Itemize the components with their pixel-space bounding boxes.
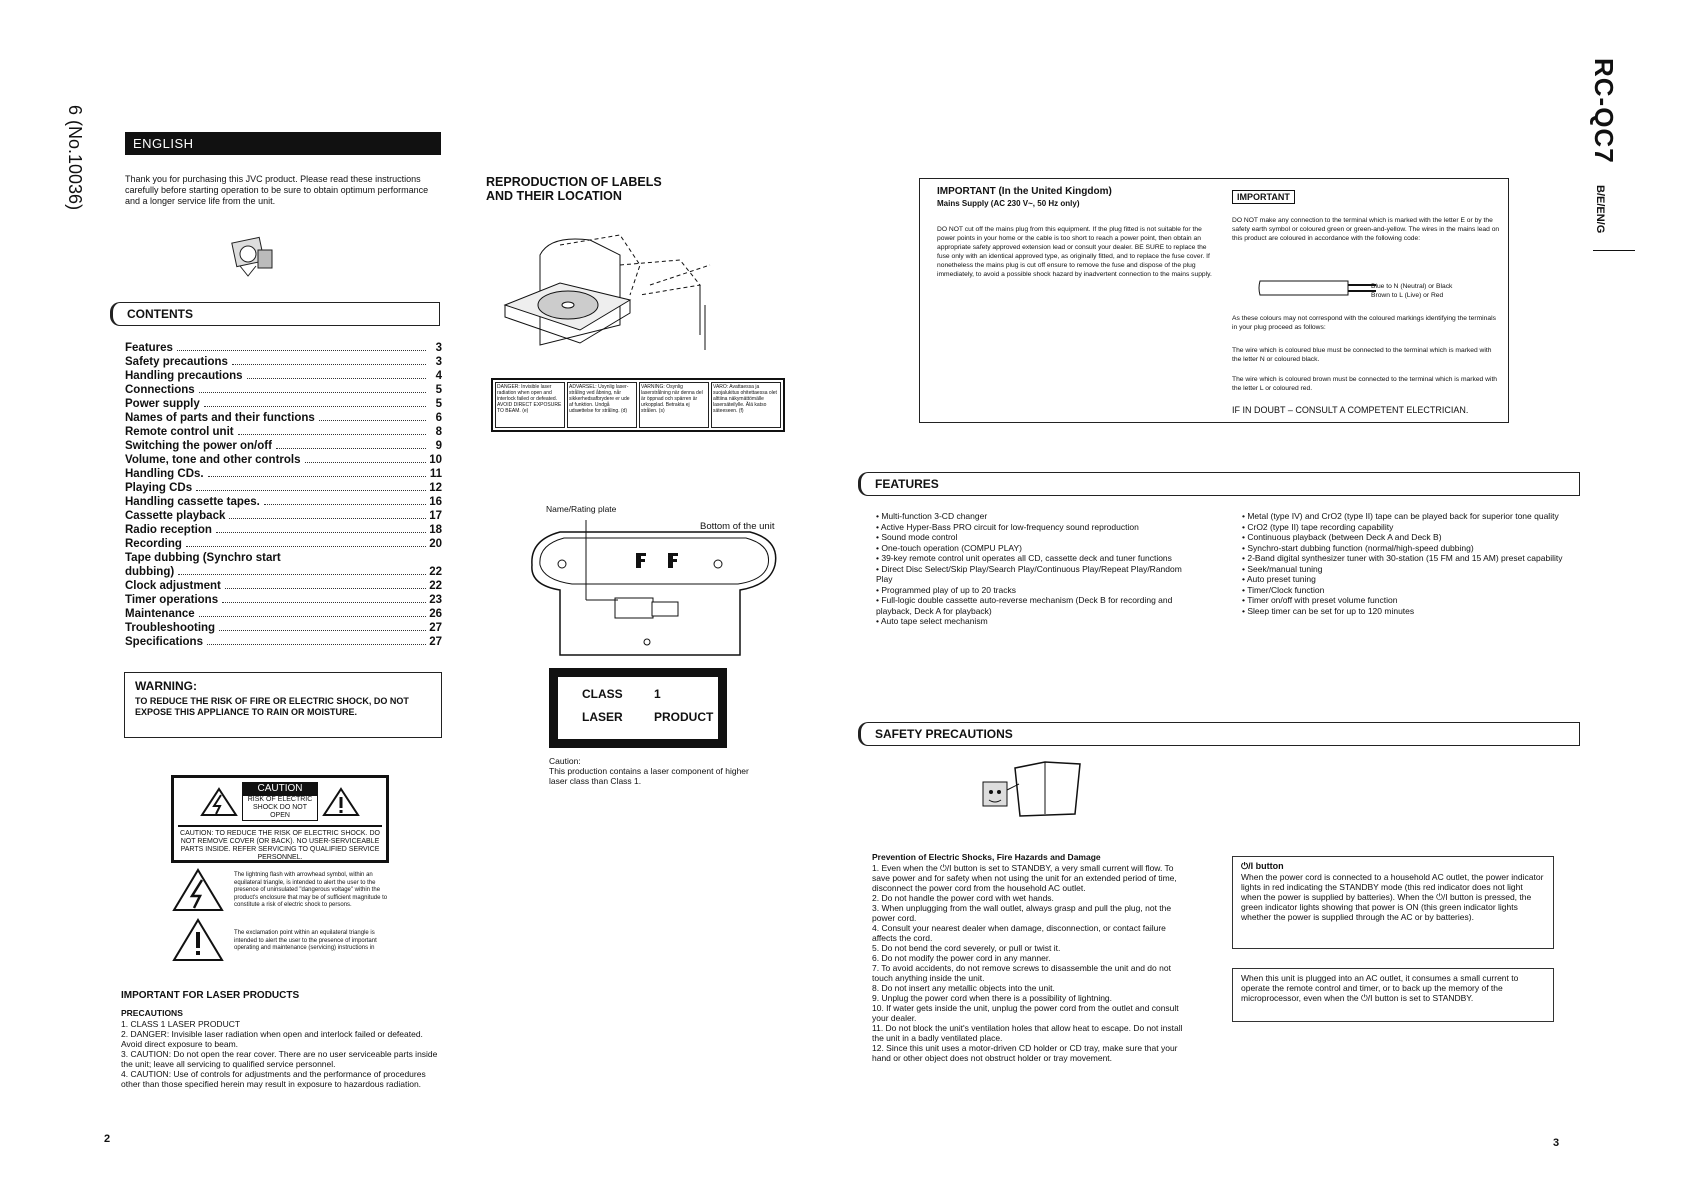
feature-item: • Synchro-start dubbing function (normal/high-speed dubbing) (1242, 543, 1577, 554)
toc-item (125, 621, 442, 635)
power-button-title: ⏻/I button (1241, 861, 1284, 871)
warning-title: WARNING: (135, 679, 197, 693)
feature-item: • Sound mode control (876, 532, 1196, 543)
toc-page-number: 9 (435, 440, 442, 452)
safety-item: 11. Do not block the unit's ventilation holes that allow heat to escape. Do not install the unit in a badly ventilated place. (872, 1023, 1183, 1043)
caution-label-text: CAUTION: TO REDUCE THE RISK OF ELECTRIC SHOCK. DO NOT REMOVE COVER (OR BACK). NO USER-SERVICEABLE PARTS INSIDE. REFER SERVICING TO QUALIFIED SERVICE PERSONNEL. (178, 825, 382, 862)
toc-leader (208, 467, 426, 477)
toc-leader (199, 607, 426, 617)
toc-leader (199, 383, 426, 393)
toc-leader (319, 411, 426, 421)
toc-page-number: 8 (435, 426, 442, 438)
toc-item-title: Recording (125, 538, 182, 550)
toc-item-title: Cassette playback (125, 510, 226, 522)
safety-item: 8. Do not insert any metallic objects into the unit. (872, 983, 1055, 993)
toc-leader (186, 537, 426, 547)
toc-page-number: 6 (435, 412, 442, 424)
toc-item-title: Playing CDs (125, 482, 193, 494)
model-underline (1593, 250, 1635, 251)
warning-box (124, 672, 442, 738)
feature-item: • Multi-function 3-CD changer (876, 511, 1196, 522)
label-cell-english: DANGER: Invisible laser radiation when open and interlock failed or defeated. AVOID DIRECT EXPOSURE TO BEAM. (e) (495, 382, 565, 428)
features-list-left (876, 511, 1196, 627)
toc-item (125, 411, 442, 425)
wire-brown: Brown to L (Live) or Red (1371, 292, 1444, 299)
name-plate-label: Name/Rating plate (546, 504, 617, 514)
toc-item (125, 509, 442, 523)
product-word: PRODUCT (654, 710, 714, 724)
safety-item: 7. To avoid accidents, do not remove screws to disassemble the unit and do not touch anything inside the unit. (872, 963, 1171, 983)
toc-item-title: Remote control unit (125, 426, 234, 438)
language-bar: ENGLISH (125, 132, 441, 155)
repro-labels-strip (491, 378, 785, 432)
feature-item: • 2-Band digital synthesizer tuner with 30-station (15 FM and 15 AM) preset capability (1242, 553, 1577, 564)
bottom-of-unit-label: Bottom of the unit (700, 521, 775, 532)
safety-item: 3. When unplugging from the wall outlet, always grasp and pull the plug, not the power cord. (872, 903, 1172, 923)
toc-item (125, 439, 442, 453)
model-variant: B/E/EN/G (1594, 185, 1606, 234)
caution-label (171, 775, 389, 863)
toc-leader (264, 495, 426, 505)
unit-bottom-illustration (530, 520, 780, 660)
toc-item (125, 537, 442, 551)
toc-item-title: Features (125, 342, 173, 354)
toc-page-number: 20 (429, 538, 442, 550)
toc-item (125, 579, 442, 593)
features-list-right (1242, 511, 1577, 616)
feature-item: • One-touch operation (COMPU PLAY) (876, 543, 1196, 554)
uk-right-text-2: As these colours may not correspond with the coloured markings identifying the terminals in your plug proceed as follows: (1232, 315, 1496, 331)
feature-item: • Timer on/off with preset volume function (1242, 595, 1577, 606)
class-caution-title: Caution: (549, 756, 581, 766)
label-cell-danish: ADVARSEL: Usynlig laser-stråling ved åbning, når sikkerhedsafbrydere er ude af funktion. Undgå udsættelse for stråling. (d) (567, 382, 637, 428)
toc-page-number: 16 (429, 496, 442, 508)
toc-item (125, 383, 442, 397)
uk-right-text-1: DO NOT make any connection to the terminal which is marked with the letter E or by the safety earth symbol or coloured green or green-and-yellow. The wires in the mains lead on this product are coloured in accordance with the following code: (1232, 217, 1500, 242)
toc-page-number: 22 (429, 580, 442, 592)
feature-item: • Full-logic double cassette auto-reverse mechanism (Deck B for recording and playback, Deck A for playback) (876, 595, 1196, 616)
warning-text: TO REDUCE THE RISK OF FIRE OR ELECTRIC SHOCK, DO NOT EXPOSE THIS APPLIANCE TO RAIN OR MOISTURE. (135, 696, 409, 717)
lightning-warning-icon (200, 787, 238, 817)
toc-leader (247, 369, 426, 379)
toc-item-title: Handling cassette tapes. (125, 496, 260, 508)
toc-item-title: Maintenance (125, 608, 195, 620)
feature-item: • Metal (type IV) and CrO2 (type II) tape can be played back for superior tone quality (1242, 511, 1577, 522)
repro-title: REPRODUCTION OF LABELS AND THEIR LOCATION (486, 175, 662, 203)
uk-title: IMPORTANT (In the United Kingdom) (937, 186, 1112, 197)
feature-item: • Timer/Clock function (1242, 585, 1577, 596)
toc-page-number: 23 (429, 594, 442, 606)
toc-item-title: Radio reception (125, 524, 212, 536)
uk-doubt: IF IN DOUBT – CONSULT A COMPETENT ELECTRICIAN. (1232, 405, 1469, 415)
toc-page-number: 3 (435, 356, 442, 368)
toc-item (125, 341, 442, 355)
class-caution-text: This production contains a laser component of higher laser class than Class 1. (549, 766, 749, 786)
toc-page-number: 26 (429, 608, 442, 620)
toc-item-title: Volume, tone and other controls (125, 454, 301, 466)
feature-item: • Continuous playback (between Deck A and Deck B) (1242, 532, 1577, 543)
class-word: CLASS (582, 687, 623, 701)
toc-page-number: 10 (429, 454, 442, 466)
toc-leader (238, 425, 426, 435)
toc-item (125, 523, 442, 537)
toc-leader (222, 593, 426, 603)
toc-leader (225, 579, 426, 589)
feature-item: • Programmed play of up to 20 tracks (876, 585, 1196, 596)
caution-label-title: CAUTION (242, 782, 318, 795)
feature-item: • Sleep timer can be set for up to 120 minutes (1242, 606, 1577, 617)
toc-item-title: Names of parts and their functions (125, 412, 315, 424)
uk-left-text: DO NOT cut off the mains plug from this equipment. If the plug fitted is not suitable for the power points in your home or the cable is too short to reach a power point, then obtain an appropriate safety approved extension lead or consult your dealer. BE SURE to replace the fuse only with an identical approved type, as originally fitted, and to replace the fuse cover. If nonetheless the mains plug is cut off ensure to remove the fuse and dispose of the plug immediately, to avoid a possible shock hazard by inadvertent connection to the mains supply. (937, 226, 1212, 278)
laser-title: IMPORTANT FOR LASER PRODUCTS (121, 990, 300, 1001)
feature-item: • CrO2 (type II) tape recording capability (1242, 522, 1577, 533)
safety-item: 2. Do not handle the power cord with wet hands. (872, 893, 1054, 903)
toc-leader (219, 621, 426, 631)
safety-item: 5. Do not bend the cord severely, or pull or twist it. (872, 943, 1061, 953)
toc-item-title: Safety precautions (125, 356, 228, 368)
feature-item: • Auto preset tuning (1242, 574, 1577, 585)
safety-header: SAFETY PRECAUTIONS (858, 722, 1580, 746)
caution-label-sub: RISK OF ELECTRIC SHOCK DO NOT OPEN (242, 795, 318, 821)
feature-item: • 39-key remote control unit operates all CD, cassette deck and tuner functions (876, 553, 1196, 564)
toc-item (125, 495, 442, 509)
uk-right-text-3: The wire which is coloured blue must be connected to the terminal which is marked with the letter N or coloured black. (1232, 347, 1492, 363)
toc-item (125, 425, 442, 439)
lightning-symbol-note: The lightning flash with arrowhead symbol, within an equilateral triangle, is intended to alert the user to the presence of uninsulated "dangerous voltage" within the product's enclosure that may be of sufficient magnitude to constitute a risk of electric shock to persons. (234, 872, 388, 908)
contents-header: CONTENTS (110, 302, 440, 326)
exclamation-symbol-icon (172, 918, 224, 962)
toc-page-number: 11 (429, 468, 442, 480)
uk-right-text-4: The wire which is coloured brown must be connected to the terminal which is marked with the letter L or coloured red. (1232, 376, 1498, 392)
toc-leader (229, 509, 426, 519)
toc-item (125, 369, 442, 383)
toc-item (125, 607, 442, 621)
toc-item-title: Troubleshooting (125, 622, 216, 634)
mains-lead-icon (1258, 277, 1378, 299)
uk-subtitle: Mains Supply (AC 230 V~, 50 Hz only) (937, 199, 1080, 208)
label-cell-finnish: VARO: Avattaessa ja suojalukitus ohitettaessa olet alttiina näkymättömälle lasersäteilylle. Älä katso säteeseen. (f) (711, 382, 781, 428)
toc-item (125, 551, 442, 565)
toc-leader (204, 397, 426, 407)
safety-list (872, 863, 1192, 1063)
toc-page-number: 22 (429, 566, 442, 578)
toc-item (125, 453, 442, 467)
toc-page-number: 17 (429, 510, 442, 522)
toc-item (125, 481, 442, 495)
exclamation-warning-icon (322, 787, 360, 817)
class-number: 1 (654, 687, 661, 701)
safety-item: 12. Since this unit uses a motor-driven CD holder or CD tray, make sure that your hand or other object does not obstruct holder or tray movement. (872, 1043, 1178, 1063)
laser-word: LASER (582, 710, 623, 724)
toc-item-title: Connections (125, 384, 195, 396)
uk-important-box (919, 178, 1509, 423)
toc-item-title: Switching the power on/off (125, 440, 272, 452)
toc-item-title: Handling precautions (125, 370, 243, 382)
intro-paragraph: Thank you for purchasing this JVC product. Please read these instructions carefully before starting operation to be sure to obtain optimum performance and a longer service life from the unit. (125, 174, 429, 206)
feature-item: • Seek/manual tuning (1242, 564, 1577, 575)
toc-page-number: 12 (429, 482, 442, 494)
toc-page-number: 4 (435, 370, 442, 382)
page-number-right: 3 (1553, 1137, 1560, 1149)
feature-item: • Active Hyper-Bass PRO circuit for low-frequency sound reproduction (876, 522, 1196, 533)
toc-page-number: 3 (435, 342, 442, 354)
prevention-title: Prevention of Electric Shocks, Fire Hazards and Damage (872, 852, 1101, 862)
laser-item: 2. DANGER: Invisible laser radiation when open and interlock failed or defeated. Avoid direct exposure to beam. (121, 1029, 423, 1049)
safety-item: 4. Consult your nearest dealer when damage, disconnection, or contact failure affects the cord. (872, 923, 1166, 943)
manual-book-illustration (975, 760, 1085, 820)
power-button-note-box (1232, 856, 1554, 949)
toc-item (125, 397, 442, 411)
page-number-left: 2 (104, 1133, 111, 1145)
power-button-text: When the power cord is connected to a household AC outlet, the power indicator lights in red indicating the STANDBY mode (this red indicator does not light when the power is supplied by batteries). When the ⏻/I button is pressed, the green indicator lights showing that power is ON (this green indicator lights whether the power is supplied through the AC or by batteries). (1241, 872, 1544, 922)
laser-item: 4. CAUTION: Use of controls for adjustments and the performance of procedures other than those specified herein may result in exposure to hazardous radiation. (121, 1069, 426, 1089)
memory-text: When this unit is plugged into an AC outlet, it consumes a small current to operate the remote control and timer, or to back up the memory of the microprocessor, even when the ⏻/I button is set to STANDBY. (1241, 973, 1519, 1003)
features-header: FEATURES (858, 472, 1580, 496)
feature-item: • Direct Disc Select/Skip Play/Search Play/Continuous Play/Repeat Play/Random Play (876, 564, 1196, 585)
toc-item-title: Timer operations (125, 594, 219, 606)
safety-item: 10. If water gets inside the unit, unplug the power cord from the outlet and consult your dealer. (872, 1003, 1179, 1023)
handbook-illustration (228, 232, 278, 278)
toc-item-title: Handling CDs. (125, 468, 204, 480)
uk-important-tag: IMPORTANT (1232, 190, 1295, 204)
toc-leader (216, 523, 426, 533)
toc-leader (276, 439, 426, 449)
toc-item (125, 355, 442, 369)
label-cell-swedish: VARNING: Osynlig laserstrålning när denna del är öppnad och spärren är urkopplad. Betrakta ej strålen. (s) (639, 382, 709, 428)
left-edge-page-ref: 6 (No.10036) (65, 105, 85, 211)
safety-item: 9. Unplug the power cord when there is a possibility of lightning. (872, 993, 1113, 1003)
model-number: RC-QC7 (1589, 58, 1619, 164)
memory-note-box (1232, 968, 1554, 1022)
toc-page-number: 18 (429, 524, 442, 536)
toc-item-title: Specifications (125, 636, 203, 648)
toc-item-title: dubbing) (125, 566, 175, 578)
laser-precautions-title: PRECAUTIONS (121, 1008, 183, 1018)
toc-leader (207, 635, 426, 645)
class1-laser-label (549, 668, 727, 748)
wire-blue: Blue to N (Neutral) or Black (1371, 283, 1453, 290)
safety-item: 6. Do not modify the power cord in any manner. (872, 953, 1051, 963)
laser-precautions-list (121, 1019, 441, 1089)
cd-tray-illustration (500, 225, 730, 375)
toc-page-number: 5 (435, 384, 442, 396)
toc-leader (177, 341, 426, 351)
exclamation-symbol-note: The exclamation point within an equilateral triangle is intended to alert the user to the presence of important operating and maintenance (servicing) instructions in (234, 930, 377, 951)
toc-leader (305, 453, 427, 463)
toc-page-number: 27 (429, 636, 442, 648)
toc-item (125, 467, 442, 481)
toc-item-title: Clock adjustment (125, 580, 221, 592)
laser-item: 1. CLASS 1 LASER PRODUCT (121, 1019, 241, 1029)
feature-item: • Auto tape select mechanism (876, 616, 1196, 627)
toc-leader (196, 481, 426, 491)
toc-page-number: 5 (435, 398, 442, 410)
toc-item (125, 565, 442, 579)
toc-item (125, 635, 442, 649)
toc-item-title: Tape dubbing (Synchro start (125, 552, 281, 564)
toc-item-title: Power supply (125, 398, 200, 410)
toc-item (125, 593, 442, 607)
toc-leader (178, 565, 426, 575)
safety-item: 1. Even when the ⏻/I button is set to STANDBY, a very small current will flow. To save power and for safety when not using the unit for an extended period of time, disconnect the power cord from the household AC outlet. (872, 863, 1177, 893)
table-of-contents (125, 341, 442, 649)
toc-page-number: 27 (429, 622, 442, 634)
toc-leader (232, 355, 426, 365)
lightning-symbol-icon (172, 868, 224, 912)
laser-item: 3. CAUTION: Do not open the rear cover. There are no user serviceable parts inside the unit; leave all servicing to qualified service personnel. (121, 1049, 438, 1069)
